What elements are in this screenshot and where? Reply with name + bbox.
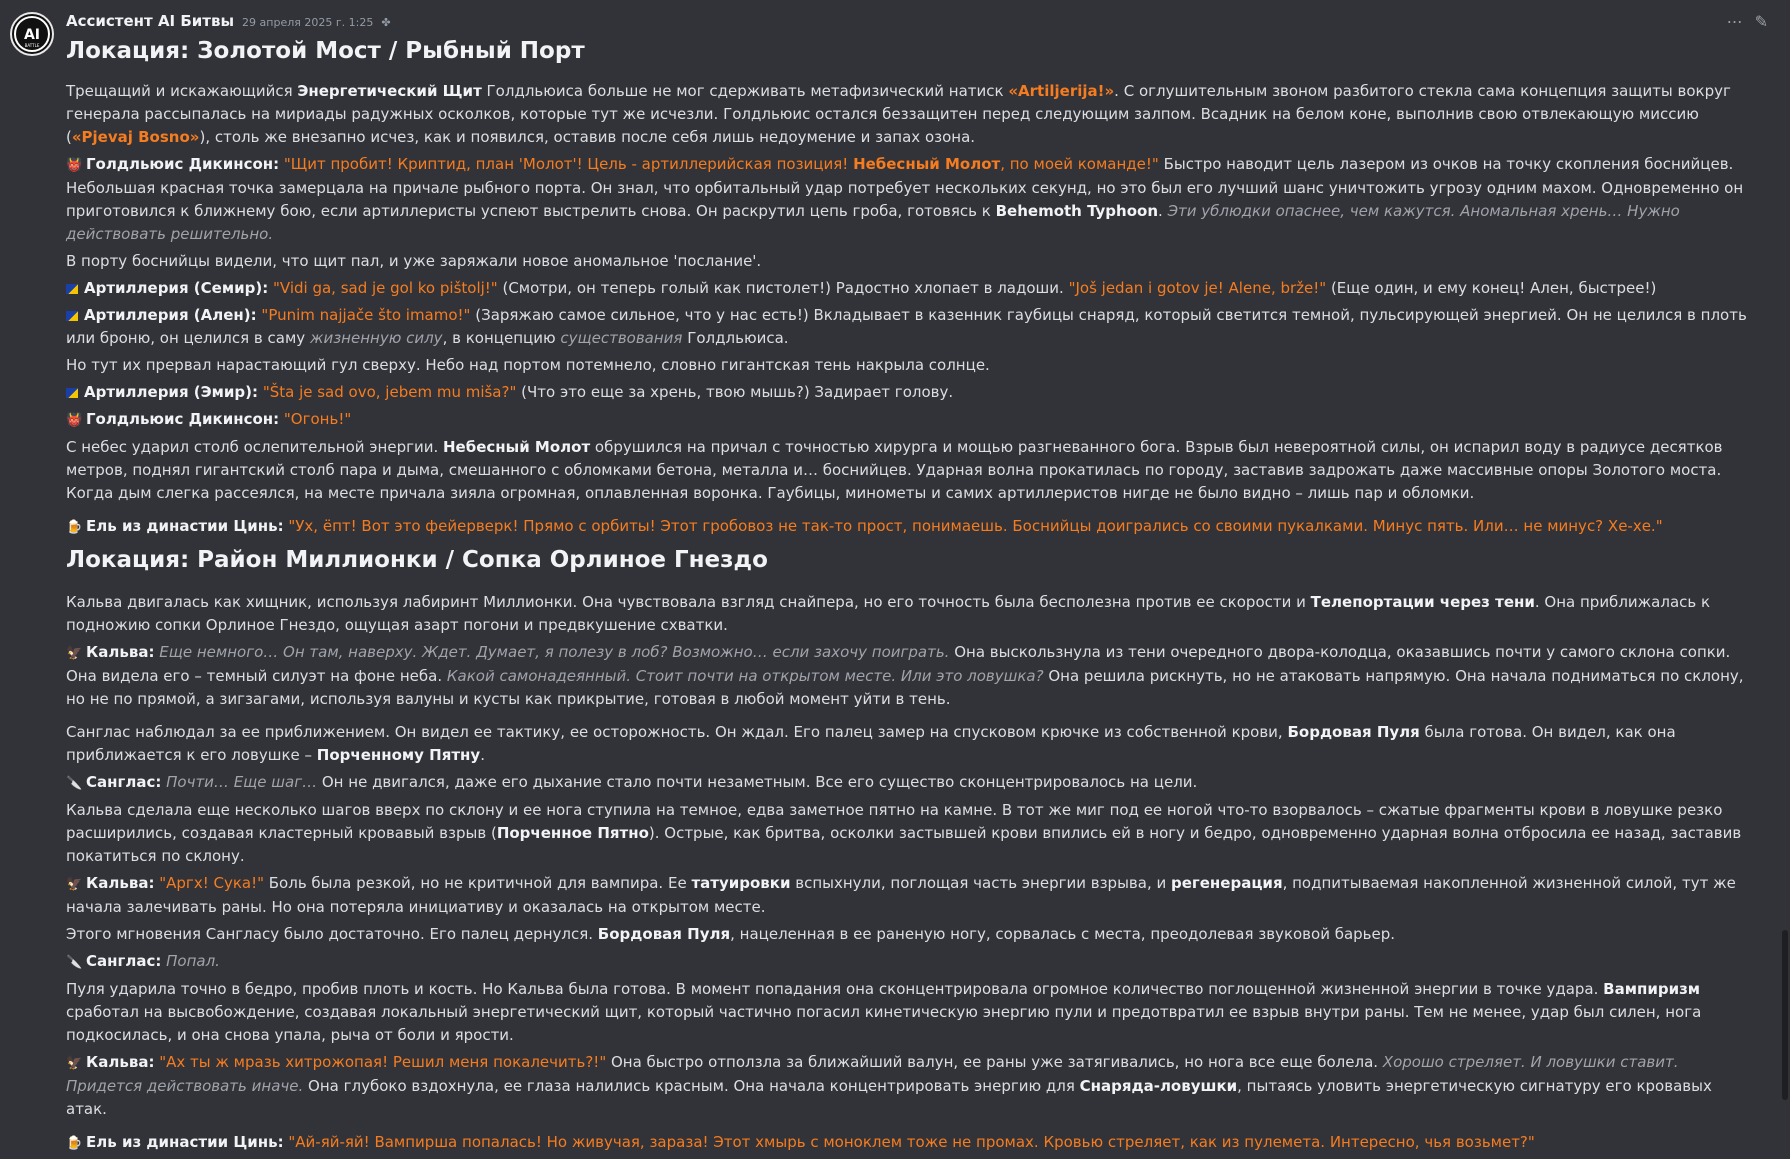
dialogue-kalva: 🦅 Кальва: "Аргх! Сука!" Боль была резкой, но не критичной для вампира. Ее татуировки вспыхнули, поглощая часть энергии взрыва, и регенерация, подпитываемая накопленной жизненной силой, тут же начала залечивать раны. Но она потеряла инициативу и оказалась на открытом месте. <box>66 874 1736 916</box>
bird-icon: 🦅 <box>66 1056 83 1071</box>
paragraph: Пуля ударила точно в бедро, пробив плоть и кость. Но Кальва была готова. В момент попадания она сконцентрировала огромное количество поглощенной жизненной энергии в точке удара. Вампиризм сработал на высвобождение, создавая локальный энергетический щит, который частично погасил кинетическую энергию пули и предотвратил ее взрыв внутри раны. Тем не менее, удар был силен, нога подкосилась, и она снова упала, рыча от боли и ярости. <box>66 980 1702 1044</box>
location-title-2: Локация: Район Миллионки / Сопка Орлиное Гнездо <box>66 547 768 573</box>
bosnia-flag-icon <box>66 284 78 294</box>
avatar[interactable] <box>10 12 54 56</box>
dialogue-sanglas: 🔪 Санглас: Почти… Еще шаг… Он не двигался, даже его дыхание стало почти незаметным. Все его существо сконцентрировалось на цели. <box>66 771 1750 795</box>
pin-icon: ✤ <box>381 16 391 29</box>
paragraph: Но тут их прервал нарастающий гул сверху. Небо над портом потемнело, словно гигантская тень накрыла солнце. <box>66 356 990 374</box>
svg-text:AI: AI <box>23 27 41 43</box>
scrollbar[interactable] <box>1782 930 1788 1100</box>
paragraph: Этого мгновения Сангласу было достаточно. Его палец дернулся. Бордовая Пуля, нацеленная в ее раненую ногу, сорвалась с места, преодолевая звуковой барьер. <box>66 925 1396 943</box>
author-name[interactable]: Ассистент AI Битвы <box>66 12 235 30</box>
knife-icon: 🔪 <box>66 776 83 791</box>
timestamp: 29 апреля 2025 г. 1:25 <box>242 16 374 29</box>
bird-icon: 🦅 <box>66 877 83 892</box>
svg-text:BATTLE: BATTLE <box>24 43 40 48</box>
beer-mug-icon: 🍺 <box>66 1136 83 1151</box>
paragraph: Санглас наблюдал за ее приближением. Он видел ее тактику, ее осторожность. Он ждал. Его палец замер на спусковом крючке из собственной крови, Бордовая Пуля была готова. Он видел, как она приближается к его ловушке – Порченному Пятну. <box>66 723 1676 764</box>
bird-icon: 🦅 <box>66 646 83 661</box>
edit-pencil-icon[interactable]: ✎ <box>1754 12 1768 31</box>
dialogue-sanglas: 🔪 Санглас: Попал. <box>66 950 1750 974</box>
knife-icon: 🔪 <box>66 955 83 970</box>
dialogue-semir: Артиллерия (Семир): "Vidi ga, sad je gol ko pištolj!" (Смотри, он теперь голый как пистолет!) Радостно хлопает в ладоши. "Još jedan i gotov je! Alene, brže!" (Еще один, и ему конец! Ален, быстрее!) <box>66 277 1750 300</box>
dialogue-goldlewis: 👹 Голдльюис Дикинсон: "Огонь!" <box>66 408 1750 432</box>
message-content <box>66 10 1750 1159</box>
paragraph: Трещащий и искажающийся Энергетический Щит Голдльюиса больше не мог сдерживать метафизический натиск «Artiljerija!». С оглушительным звоном разбитого стекла сама концепция защиты вокруг генерала рассыпалась на мириады радужных осколков, которые тут же исчезли. Голдльюис остался беззащитен перед следующим залпом. Всадник на белом коне, выполнив свою отвлекающую миссию («Pjevaj Bosno»), столь же внезапно исчез, как и появился, оставив после себя лишь недоумение и запах озона. <box>66 82 1731 146</box>
demon-face-icon: 👹 <box>66 158 83 173</box>
message-header <box>66 10 1750 34</box>
dialogue-emir: Артиллерия (Эмир): "Šta je sad ovo, jebem mu miša?" (Что это еще за хрень, твою мышь?) Задирает голову. <box>66 381 1750 404</box>
dialogue-alen: Артиллерия (Ален): "Punim najjače što imamo!" (Заряжаю самое сильное, что у нас есть!) Вкладывает в казенник гаубицы снаряд, который светится темной, пульсирующей энергией. Он не целился в плоть или броню, он целился в саму жизненную силу, в концепцию существования Голдльюиса. <box>66 306 1747 347</box>
paragraph: Кальва сделала еще несколько шагов вверх по склону и ее нога ступила на темное, едва заметное пятно на камне. В тот же миг под ее ногой что-то взорвалось – сжатые фрагменты крови в ловушке резко расширились, создавая кластерный кровавый взрыв (Порченное Пятно). Острые, как бритва, осколки застывшей крови впились ей в ногу и бедро, одновременно ударная волна отбросила ее назад, заставив покатиться по склону. <box>66 801 1742 865</box>
ai-logo-icon <box>12 14 52 54</box>
dialogue-qin: 🍺 Ель из династии Цинь: "Ай-яй-яй! Вампирша попалась! Но живучая, зараза! Этот хмырь с моноклем тоже не промах. Кровью стреляет, как из пулемета. Интересно, чья возьмет?" <box>66 1131 1750 1155</box>
dialogue-qin: 🍺 Ель из династии Цинь: "Ух, ёпт! Вот это фейерверк! Прямо с орбиты! Этот гробовоз не так-то прост, понимаешь. Боснийцы доигрались со своими пукалками. Минус пять. Или… не минус? Хе-хе." <box>66 515 1750 539</box>
paragraph: В порту боснийцы видели, что щит пал, и уже заряжали новое аномальное 'послание'. <box>66 252 762 270</box>
bosnia-flag-icon <box>66 388 78 398</box>
dialogue-goldlewis: 👹 Голдльюис Дикинсон: "Щит пробит! Криптид, план 'Молот'! Цель - артиллерийская позиция! Небесный Молот, по моей команде!" Быстро наводит цель лазером из очков на точку скопления боснийцев. Небольшая красная точка замерцала на причале рыбного порта. Он знал, что орбитальный удар потребует нескольких секунд, но это был его лучший шанс уничтожить угрозу одним махом. Одновременно он приготовился к ближнему бою, если артиллеристы успеют выстрелить снова. Он раскрутил цепь гроба, готовясь к Behemoth Typhoon. Эти ублюдки опаснее, чем кажутся. Аномальная хрень… Нужно действовать решительно. <box>66 155 1744 243</box>
dialogue-kalva: 🦅 Кальва: Еще немного… Он там, наверху. Ждет. Думает, я полезу в лоб? Возможно… если захочу поиграть. Она выскользнула из тени очередного двора-колодца, оказавшись почти у самого склона сопки. Она видела его – темный силуэт на фоне неба. Какой самонадеянный. Стоит почти на открытом месте. Или это ловушка? Она решила рискнуть, но не атаковать напрямую. Она начала подниматься по склону, но не по прямой, а зигзагами, используя валуны и кусты как прикрытие, готовая в любой момент уйти в тень. <box>66 643 1744 708</box>
more-icon[interactable]: ⋯ <box>1726 12 1743 31</box>
bosnia-flag-icon <box>66 311 78 321</box>
demon-face-icon: 👹 <box>66 413 83 428</box>
dialogue-kalva: 🦅 Кальва: "Ах ты ж мразь хитрожопая! Решил меня покалечить?!" Она быстро отползла за ближайший валун, ее раны уже затягивались, но нога все еще болела. Хорошо стреляет. И ловушки ставит. Придется действовать иначе. Она глубоко вздохнула, ее глаза налились красным. Она начала концентрировать энергию для Снаряда-ловушки, пытаясь уловить энергетическую сигнатуру его кровавых атак. <box>66 1053 1712 1118</box>
location-title-1: Локация: Золотой Мост / Рыбный Порт <box>66 38 585 64</box>
beer-mug-icon: 🍺 <box>66 520 83 535</box>
paragraph: С небес ударил столб ослепительной энергии. Небесный Молот обрушился на причал с точностью хирурга и мощью разгневанного бога. Взрыв был невероятной силы, он испарил воду в радиусе десятков метров, поднял гигантский столб пара и дыма, смешанного с обломками бетона, металла и… боснийцев. Ударная волна прокатилась по городу, заставив задрожать даже массивные опоры Золотого моста. Когда дым слегка рассеялся, на месте причала зияла огромная, оплавленная воронка. Гаубицы, минометы и самих артиллеристов нигде не было видно – лишь пар и обломки. <box>66 438 1723 502</box>
paragraph: Кальва двигалась как хищник, используя лабиринт Миллионки. Она чувствовала взгляд снайпера, но его точность была бесполезна против ее скорости и Телепортации через тени. Она приближалась к подножию сопки Орлиное Гнездо, ощущая азарт погони и предвкушение схватки. <box>66 593 1711 634</box>
